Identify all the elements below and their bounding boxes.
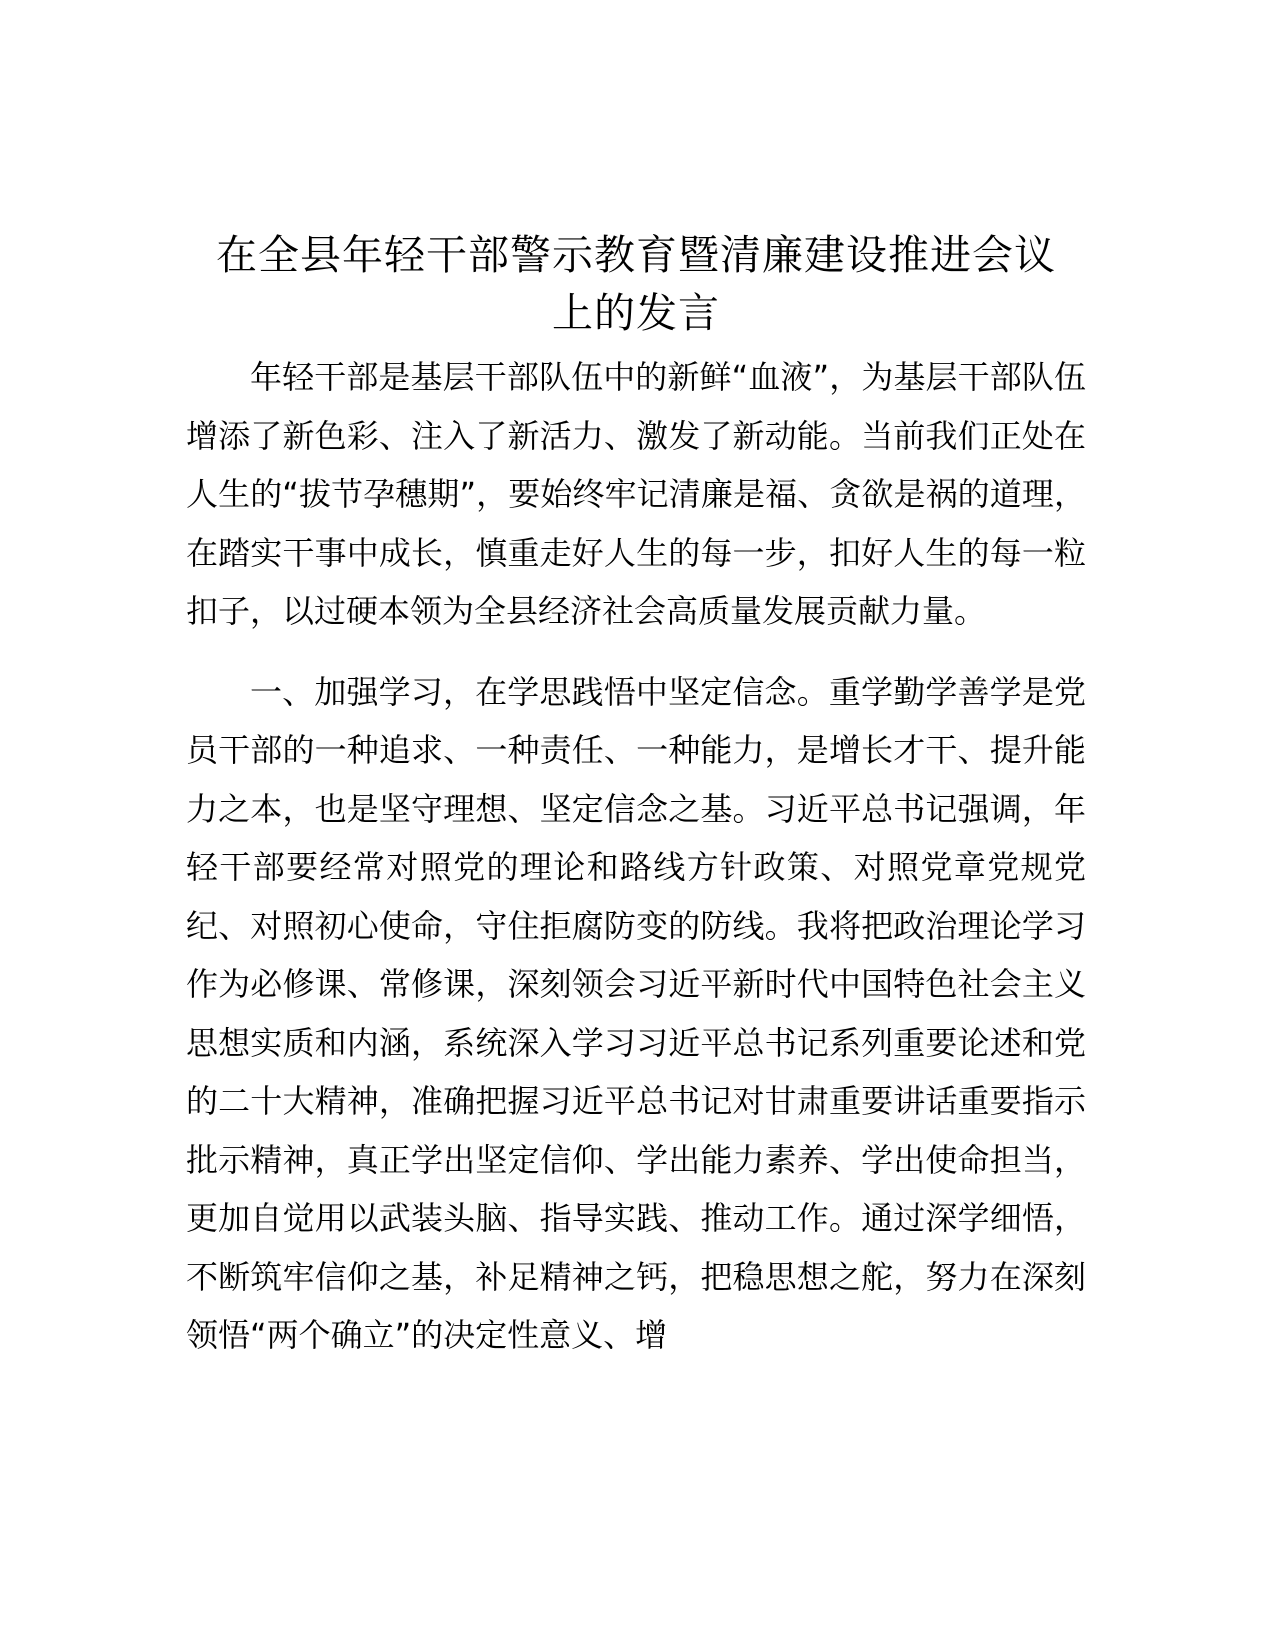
title-line-2: 上的发言 — [552, 289, 720, 337]
document-body — [186, 226, 1086, 1365]
paragraph-section-1: 一、加强学习，在学思践悟中坚定信念。重学勤学善学是党员干部的一种追求、一种责任、一种能力，是增长才干、提升能力之本，也是坚守理想、坚定信念之基。习近平总书记强调，年轻干部要经常对照党的理论和路线方针政策、对照党章党规党纪、对照初心使命，守住拒腐防变的防线。我将把政治理论学习作为必修课、常修课，深刻领会习近平新时代中国特色社会主义思想实质和内涵，系统深入学习习近平总书记系列重要论述和党的二十大精神，准确把握习近平总书记对甘肃重要讲话重要指示批示精神，真正学出坚定信仰、学出能力素养、学出使命担当，更加自觉用以武装头脑、指导实践、推动工作。通过深学细悟，不断筑牢信仰之基，补足精神之钙，把稳思想之舵，努力在深刻领悟“两个确立”的决定性意义、增 — [186, 672, 1086, 1354]
document-title — [186, 226, 1086, 342]
paragraph-intro: 年轻干部是基层干部队伍中的新鲜“血液”，为基层干部队伍增添了新色彩、注入了新活力、激发了新动能。当前我们正处在人生的“拔节孕穗期”，要始终牢记清廉是福、贪欲是祸的道理，在踏实干事中成长，慎重走好人生的每一步，扣好人生的每一粒扣子，以过硬本领为全县经济社会高质量发展贡献力量。 — [186, 358, 1086, 630]
title-line-1: 在全县年轻干部警示教育暨清廉建设推进会议 — [216, 231, 1056, 279]
